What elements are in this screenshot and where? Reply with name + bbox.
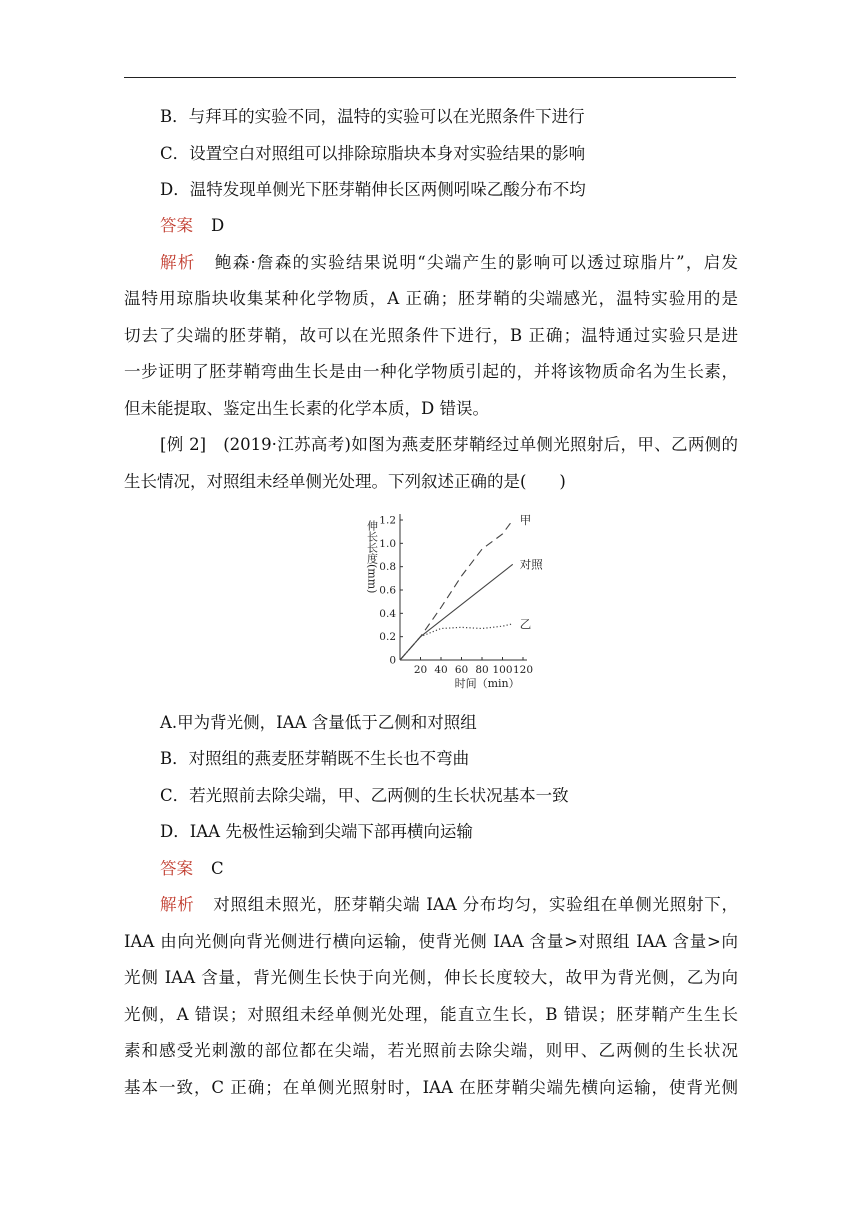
y-tick-label: 0.6	[379, 584, 396, 597]
series-label: 甲	[519, 513, 532, 527]
analysis-2-line: 基本一致，C 正确；在单侧光照射时，IAA 在胚芽鞘尖端先横向运输，使背光侧	[124, 1078, 738, 1097]
analysis-1-line: 切去了尖端的胚芽鞘，故可以在光照条件下进行，B 正确；温特通过实验只是进	[124, 326, 738, 345]
answer-label: 答案	[160, 859, 193, 878]
x-tick-label: 80	[475, 664, 489, 676]
analysis-2-line: IAA 由向光侧向背光侧进行横向运输，使背光侧 IAA 含量>对照组 IAA 含量>向	[124, 932, 738, 951]
analysis-1-line: 温特用琼脂块收集某种化学物质，A 正确；胚芽鞘的尖端感光，温特实验用的是	[124, 289, 738, 308]
y-axis-label: 伸长长度(mm)	[365, 520, 379, 594]
answer-1	[160, 216, 738, 236]
option-c: C．若光照前去除尖端，甲、乙两侧的生长状况基本一致	[160, 786, 569, 805]
option-b: B．与拜耳的实验不同，温特的实验可以在光照条件下进行	[160, 107, 585, 126]
analysis-1-line: 但未能提取、鉴定出生长素的化学本质，D 错误。	[124, 399, 489, 418]
series-label: 乙	[519, 616, 532, 631]
analysis-label: 解析	[160, 253, 196, 272]
x-tick-label: 20	[413, 664, 428, 676]
y-tick-label: 0	[389, 654, 396, 667]
analysis-1-line: 解析 鲍森·詹森的实验结果说明“尖端产生的影响可以透过琼脂片”，启发	[160, 253, 739, 272]
x-tick-label: 40	[434, 664, 448, 676]
option-a: A.甲为背光侧，IAA 含量低于乙侧和对照组	[160, 713, 477, 732]
y-tick-label: 1.2	[379, 514, 396, 527]
y-tick-label: 0.4	[379, 607, 396, 620]
option-c: C．设置空白对照组可以排除琼脂块本身对实验结果的影响	[160, 144, 586, 163]
analysis-2-line: 解析 对照组未照光，胚芽鞘尖端 IAA 分布均匀，实验组在单侧光照射下，	[160, 895, 739, 914]
series-line-3	[400, 624, 513, 660]
series-line-2	[400, 564, 513, 660]
series-label: 对照	[519, 557, 543, 572]
header-rule	[124, 77, 736, 78]
x-tick-label: 100	[492, 664, 513, 676]
analysis-label: 解析	[160, 895, 195, 914]
x-axis-label: 时间（min）	[454, 677, 520, 690]
chart-ticks	[379, 515, 533, 677]
answer-value: D	[211, 216, 225, 235]
analysis-2-line: 素和感受光刺激的部位都在尖端，若光照前去除尖端，则甲、乙两侧的生长状况	[124, 1041, 738, 1060]
analysis-1-line: 一步证明了胚芽鞘弯曲生长是由一种化学物质引起的，并将该物质命名为生长素，	[124, 362, 738, 381]
chart-series	[400, 520, 513, 660]
analysis-2-line: 光侧 IAA 含量，背光侧生长快于向光侧，伸长长度较大，故甲为背光侧，乙为向	[124, 968, 738, 987]
y-tick-label: 0.8	[379, 561, 396, 574]
series-line-1	[400, 520, 513, 660]
option-d: D．温特发现单侧光下胚芽鞘伸长区两侧吲哚乙酸分布不均	[160, 180, 586, 199]
example-2-line: 生长情况，对照组未经单侧光处理。下列叙述正确的是( )	[124, 472, 566, 491]
y-tick-label: 1.0	[379, 537, 396, 550]
x-tick-label: 120	[512, 664, 534, 676]
answer-value: C	[211, 859, 224, 878]
growth-chart	[350, 508, 550, 698]
y-tick-label: 0.2	[379, 631, 396, 644]
example-2-line: [例 2] (2019·江苏高考)如图为燕麦胚芽鞘经过单侧光照射后，甲、乙两侧的	[160, 435, 738, 454]
x-tick-label: 60	[454, 664, 469, 676]
analysis-2-line: 光侧，A 错误；对照组未经单侧光处理，能直立生长，B 错误；胚芽鞘产生生长	[124, 1005, 738, 1024]
answer-label: 答案	[160, 216, 193, 235]
answer-2	[160, 859, 738, 879]
option-b: B．对照组的燕麦胚芽鞘既不生长也不弯曲	[160, 749, 470, 768]
option-d: D．IAA 先极性运输到尖端下部再横向运输	[160, 822, 473, 841]
